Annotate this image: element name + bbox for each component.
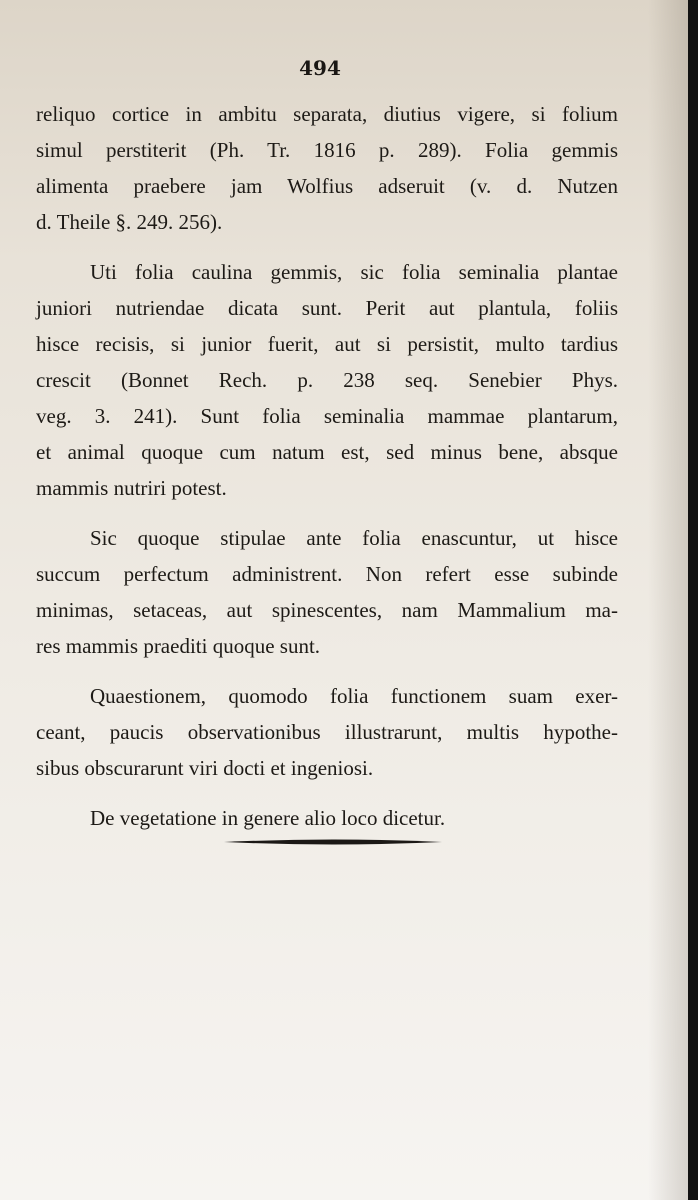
body-text xyxy=(36,96,618,850)
text-line: res mammis praediti quoque sunt. xyxy=(36,634,321,658)
text-line: crescit (Bonnet Rech. p. 238 seq. Senebier Phys. xyxy=(36,368,618,392)
text-line: mammis nutriri potest. xyxy=(36,476,227,500)
text-line: juniori nutriendae dicata sunt. Perit aut plantula, foliis xyxy=(36,296,618,320)
text-line: sibus obscurarunt viri docti et ingeniosi. xyxy=(36,756,374,780)
text-line: d. Theile §. 249. 256). xyxy=(36,210,223,234)
text-line: alimenta praebere jam Wolfius adseruit (v. d. Nutzen xyxy=(36,174,618,198)
text-line: succum perfectum administrent. Non refert esse subinde xyxy=(36,562,618,586)
text-line: hisce recisis, si junior fuerit, aut si persistit, multo tardius xyxy=(36,332,618,356)
paragraph-4 xyxy=(36,678,618,786)
text-line: Quaestionem, quomodo folia functionem suam exer- xyxy=(90,684,618,708)
text-line: minimas, setaceas, aut spinescentes, nam Mammalium ma- xyxy=(36,598,618,622)
paragraph-5 xyxy=(36,800,618,836)
book-edge xyxy=(688,0,698,1200)
end-ornament-rule xyxy=(224,838,442,846)
page-number: 494 xyxy=(299,56,341,80)
paragraph-2 xyxy=(36,254,618,506)
text-line: et animal quoque cum natum est, sed minus bene, absque xyxy=(36,440,618,464)
text-line: ceant, paucis observationibus illustrarunt, multis hypothe- xyxy=(36,720,618,744)
text-line: simul perstiterit (Ph. Tr. 1816 p. 289). Folia gemmis xyxy=(36,138,618,162)
text-line: reliquo cortice in ambitu separata, diutius vigere, si folium xyxy=(36,102,618,126)
paragraph-1 xyxy=(36,96,618,240)
paragraph-3 xyxy=(36,520,618,664)
text-line: De vegetatione in genere alio loco dicetur. xyxy=(90,806,446,830)
text-line: Sic quoque stipulae ante folia enascuntur, ut hisce xyxy=(90,526,618,550)
text-line: Uti folia caulina gemmis, sic folia seminalia plantae xyxy=(90,260,618,284)
text-line: veg. 3. 241). Sunt folia seminalia mammae plantarum, xyxy=(36,404,618,428)
